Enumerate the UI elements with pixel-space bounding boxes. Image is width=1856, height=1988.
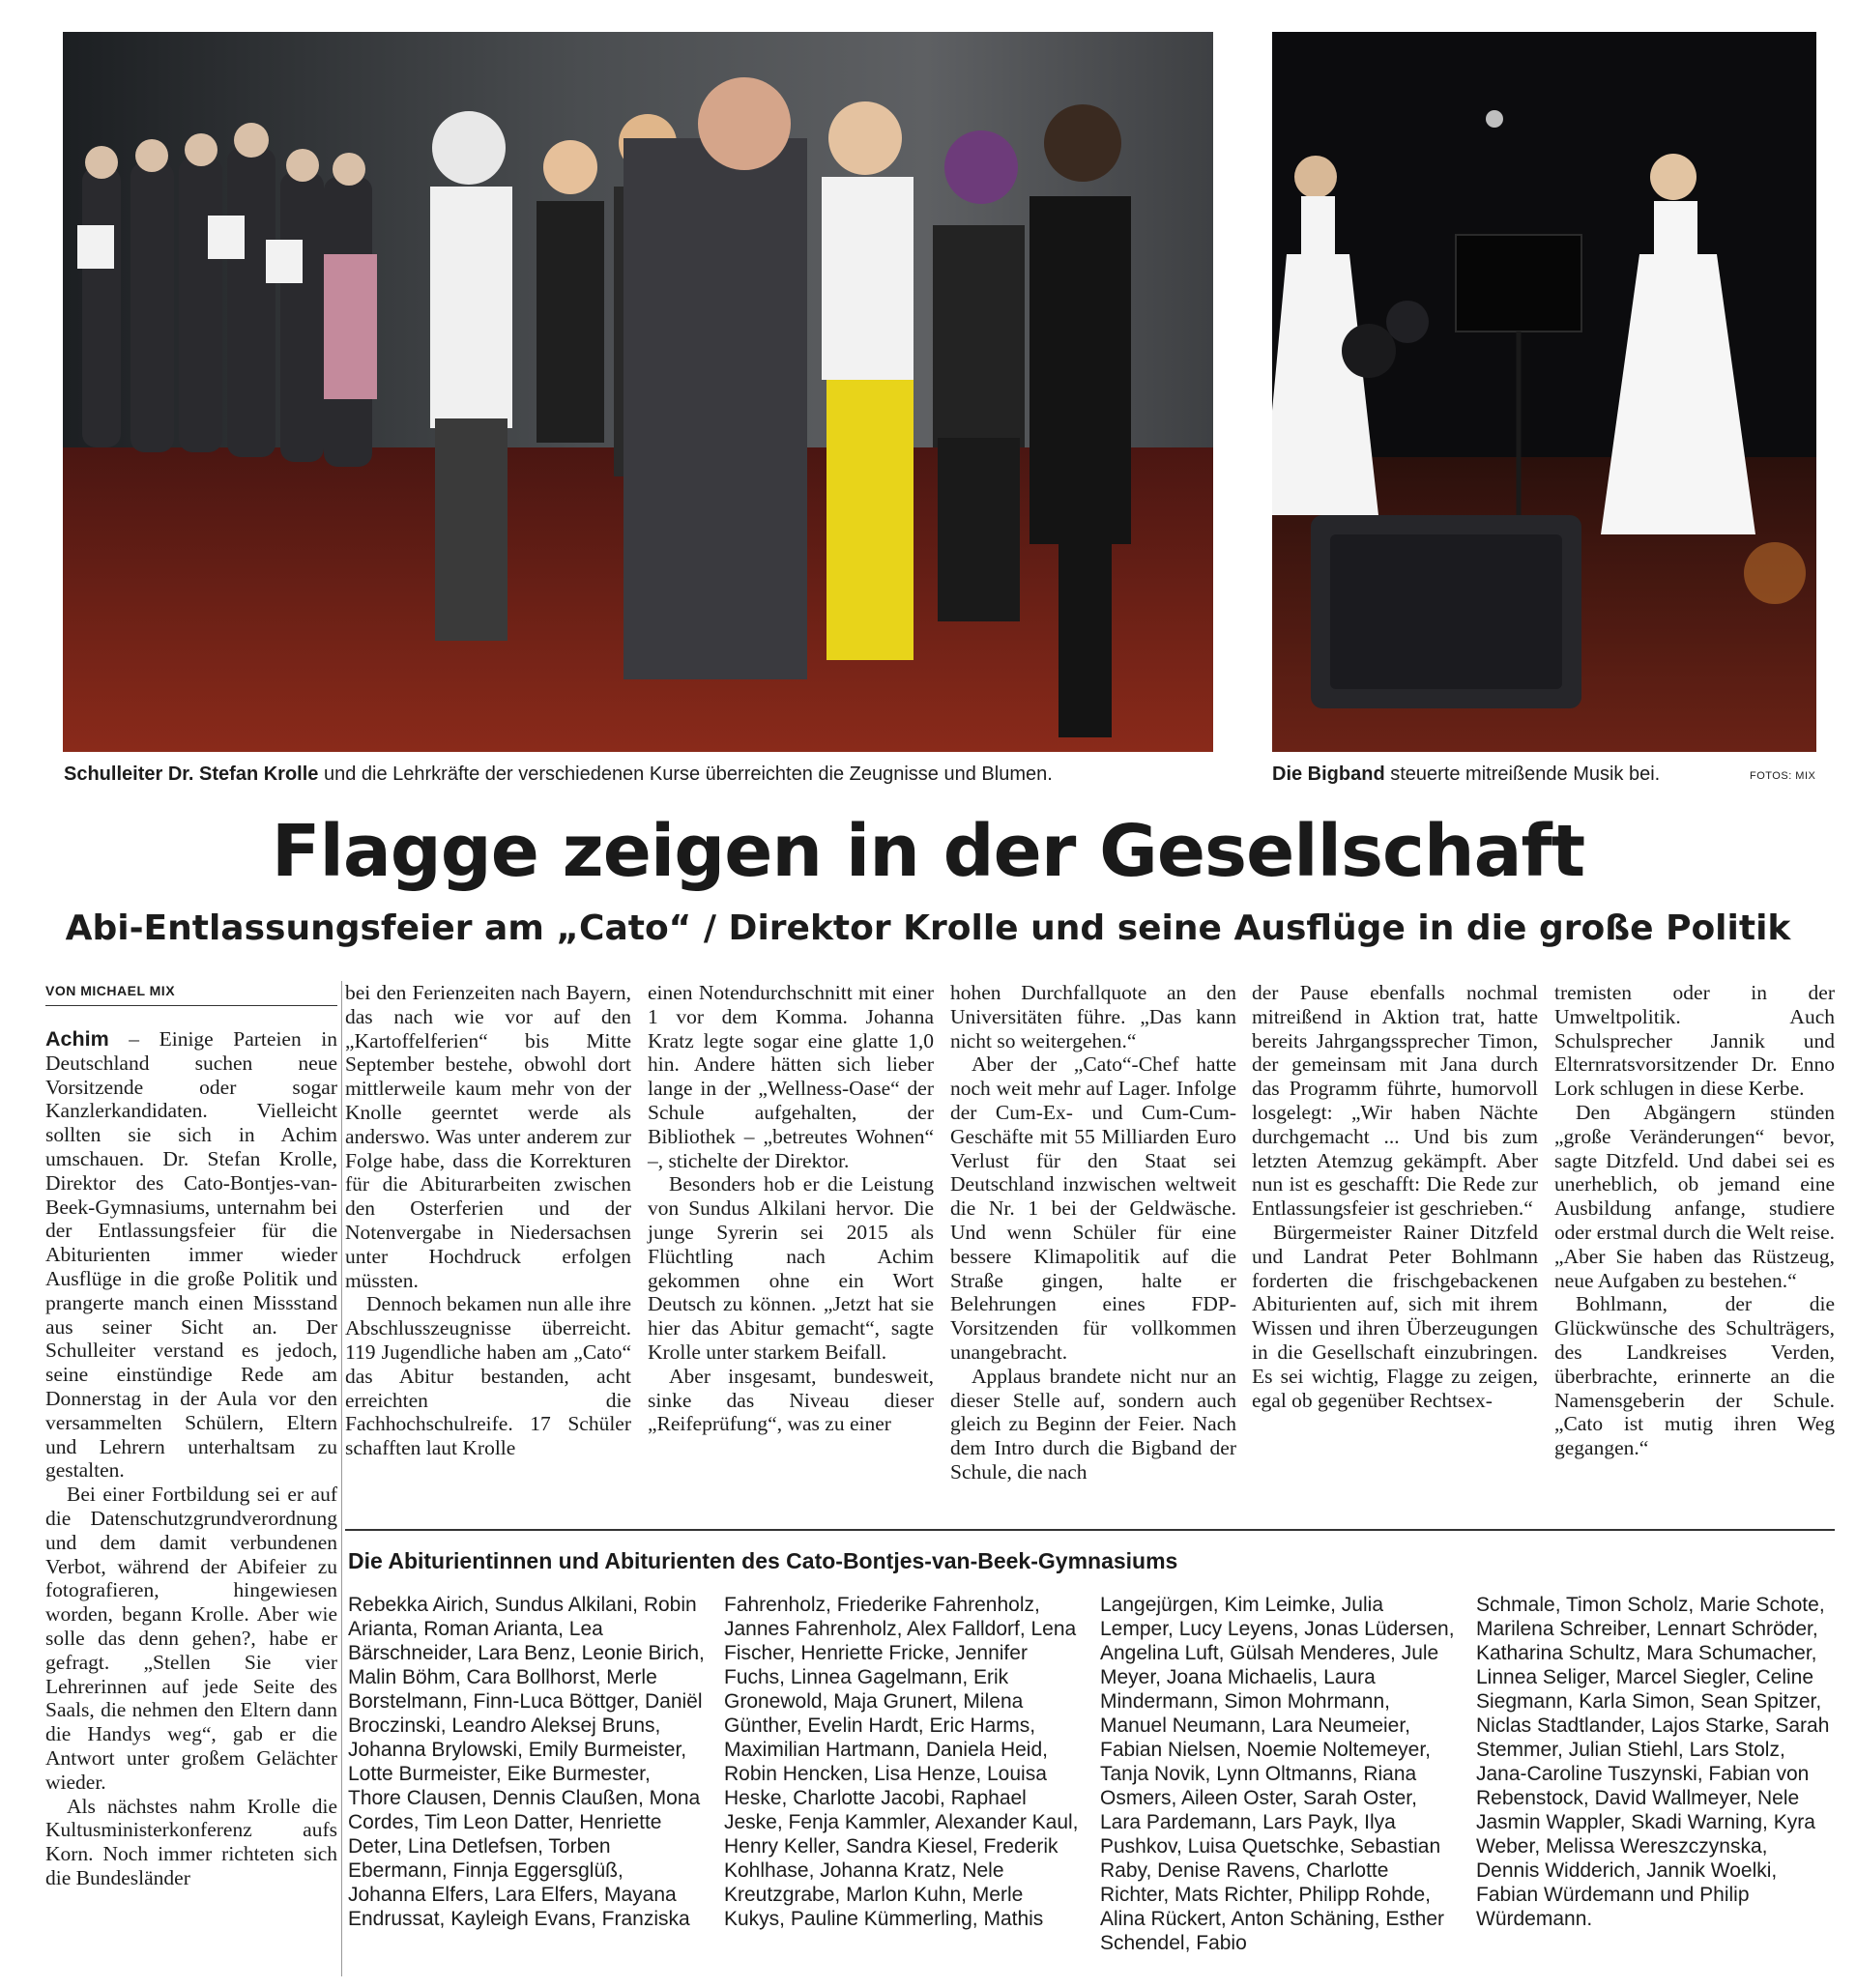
graduates-box-divider (345, 1529, 1835, 1531)
bigband-photo (1272, 32, 1816, 752)
caption-left-bold: Schulleiter Dr. Stefan Krolle (64, 764, 319, 785)
article-paragraph: bei den Ferienzeiten nach Bayern, das nach wie vor auf den „Kartoffelferien“ bis Mitte September bestehe, obwohl dort mittlerweile kaum mehr von der Knolle geerntet werde als anderswo. Was unter anderem zur Folge habe, dass die Korrekturen für die Abiturarbeiten zwischen den Osterferien und der Notenvergabe in Niedersachsen unter Hochdruck erfolgen müssten. (345, 981, 631, 1292)
article-column-3 (648, 981, 934, 1522)
photo-credit: FOTOS: MIX (1750, 770, 1816, 782)
graduates-column-1: Rebekka Airich, Sundus Alkilani, Robin Arianta, Roman Arianta, Lea Bärschneider, Lara Benz, Leonie Birich, Malin Böhm, Cara Bollhorst, Merle Borstelmann, Finn-Luca Böttger, Daniël Broczinski, Leandro Aleksej Bruns, Johanna Brylowski, Emily Burmeister, Lotte Burmeister, Eike Burmester, Thore Clausen, Dennis Claußen, Mona Cordes, Tim Leon Datter, Henriette Deter, Lina Detlefsen, Torben Ebermann, Finnja Eggersglüß, Johanna Elfers, Lara Elfers, Mayana Endrussat, Kayleigh Evans, Franziska (348, 1594, 705, 1930)
graduates-column-2: Fahrenholz, Friederike Fahrenholz, Jannes Fahrenholz, Alex Falldorf, Lena Fischer, Henriette Fricke, Jennifer Fuchs, Linnea Gagelmann, Erik Gronewold, Maja Grunert, Milena Günther, Evelin Hardt, Eric Harms, Maximilian Hartmann, Daniela Heid, Robin Hencken, Lisa Henze, Louisa Heske, Charlotte Jacobi, Raphael Jeske, Fenja Kammler, Alexander Kaul, Henry Keller, Sandra Kiesel, Frederik Kohlhase, Johanna Kratz, Nele Kreutzgrabe, Marlon Kuhn, Merle Kukys, Pauline Kümmerling, Mathis (724, 1594, 1079, 1930)
article-paragraph: Applaus brandete nicht nur an dieser Stelle auf, sondern auch gleich zu Beginn der Feier. Nach dem Intro durch die Bigband der Schule, die nach (950, 1364, 1236, 1484)
article-paragraph: Den Abgängern stünden „große Veränderungen“ bevor, sagte Ditzfeld. Und dabei sei es unerheblich, ob jemand eine Ausbildung anfange, studiere oder erstmal durch die Welt reise. „Aber Sie haben das Rüstzeug, neue Aufgaben zu bestehen.“ (1554, 1100, 1835, 1292)
article-paragraph: Aber insgesamt, bundesweit, sinke das Niveau dieser „Reifeprüfung“, was zu einer (648, 1364, 934, 1436)
byline-divider (45, 1005, 337, 1006)
article-paragraph: Bei einer Fortbildung sei er auf die Datenschutzgrundverordnung und dem damit verbundenen Verbot, während der Abifeier zu fotografieren, hingewiesen worden, begann Krolle. Aber wie solle das denn gehen?, habe er gefragt. „Stellen Sie vier Lehrerinnen auf jede Seite des Saals, die nehmen den Eltern dann die Handys weg“, gab er die Antwort unter großem Gelächter wieder. (45, 1483, 337, 1794)
article-paragraph: einen Notendurchschnitt mit einer 1 vor dem Komma. Johanna Kratz legte sogar eine glatte 1,0 hin. Andere hätten sich lieber lange in der „Wellness-Oase“ der Schule aufgehalten, der Bibliothek – „betreutes Wohnen“ –, stichelte der Direktor. (648, 981, 934, 1172)
article-paragraph: der Pause ebenfalls nochmal mitreißend in Aktion trat, hatte bereits Jahrgangssprecher Timon, der gemeinsam mit Jana durch das Programm führte, humorvoll losgelegt: „Wir haben Nächte durchgemacht ... Und bis zum letzten Atemzug gekämpft. Aber nun ist es geschafft: Die Rede zur Entlassungsfeier ist geschrieben.“ (1252, 981, 1538, 1221)
graduates-column-3: Langejürgen, Kim Leimke, Julia Lemper, Lucy Leyens, Jonas Lüdersen, Angelina Luft, Gülsah Menderes, Jule Meyer, Joana Michaelis, Laura Mindermann, Simon Mohrmann, Manuel Neumann, Lara Neumeier, Fabian Nielsen, Noemie Noltemeyer, Tanja Novik, Lynn Oltmanns, Riana Osmers, Aileen Oster, Sarah Oster, Lara Pardemann, Lars Payk, Ilya Pushkov, Luisa Quetschke, Sebastian Raby, Denise Ravens, Charlotte Richter, Mats Richter, Philipp Rohde, Alina Rückert, Anton Schäning, Esther Schendel, Fabio (1100, 1594, 1455, 1954)
article-paragraph: Besonders hob er die Leistung von Sundus Alkilani hervor. Die junge Syrerin sei 2015 als Flüchtling nach Achim gekommen ohne ein Wort Deutsch zu können. „Jetzt hat sie hier das Abitur gemacht“, sagte Krolle unter starkem Beifall. (648, 1172, 934, 1364)
article-paragraph: Dennoch bekamen nun alle ihre Abschlusszeugnisse überreicht. 119 Jugendliche haben am „Cato“ das Abitur bestanden, acht erreichten die Fachhochschulreife. 17 Schüler schafften laut Krolle (345, 1292, 631, 1460)
article-paragraph (45, 1027, 337, 1483)
ceremony-photo-image (63, 32, 1213, 752)
column-divider (341, 981, 342, 1976)
author-byline: VON MICHAEL MIX (45, 983, 176, 998)
caption-right-text: steuerte mitreißende Musik bei. (1384, 764, 1661, 785)
bigband-photo-image (1272, 32, 1816, 752)
article-column-2 (345, 981, 631, 1522)
caption-right-bold: Die Bigband (1272, 764, 1385, 785)
article-column-1 (45, 1027, 337, 1974)
photo-caption-left (64, 764, 1053, 786)
article-paragraph: Aber der „Cato“-Chef hatte noch weit mehr auf Lager. Infolge der Cum-Ex- und Cum-Cum-Geschäfte mit 55 Milliarden Euro Verlust für den Staat sei Deutschland inzwischen weltweit die Nr. 1 bei der Geldwäsche. Und wenn Schüler für eine bessere Klimapolitik auf die Straße gingen, halte er Belehrungen eines FDP-Vorsitzenden für vollkommen unangebracht. (950, 1052, 1236, 1364)
article-column-5 (1252, 981, 1538, 1522)
ceremony-photo (63, 32, 1213, 752)
graduates-column-4: Schmale, Timon Scholz, Marie Schote, Marilena Schreiber, Lennart Schröder, Katharina Schultz, Mara Schumacher, Linnea Seliger, Marcel Siegler, Celine Siegmann, Karla Simon, Sean Spitzer, Niclas Stadtlander, Lajos Starke, Sarah Stemmer, Julian Stiehl, Lars Stolz, Jana-Caroline Tuszynski, Fabian von Rebenstock, David Wallmeyer, Nele Jasmin Wappler, Skadi Warning, Kyra Weber, Melissa Wereszczynska, Dennis Widderich, Jannik Woelki, Fabian Würdemann und Philip Würdemann. (1476, 1594, 1830, 1930)
article-subheadline: Abi-Entlassungsfeier am „Cato“ / Direktor Krolle und seine Ausflüge in die große Politik (65, 908, 1791, 948)
article-column-4 (950, 981, 1236, 1522)
article-paragraph: Bürgermeister Rainer Ditzfeld und Landrat Peter Bohlmann forderten die frischgebackenen Abiturienten auf, sich mit ihrem Wissen und ihren Überzeugungen in die Gesellschaft einzubringen. Es sei wichtig, Flagge zu zeigen, egal ob gegenüber Rechtsex- (1252, 1220, 1538, 1412)
photo-caption-right (1272, 764, 1660, 786)
article-paragraph: Als nächstes nahm Krolle die Kultusministerkonferenz aufs Korn. Noch immer richteten sich die Bundesländer (45, 1794, 337, 1889)
paragraph-text: – Einige Parteien in Deutschland suchen neue Vorsitzende oder sogar Kanzlerkandidaten. Vielleicht sollten sie sich in Achim umschauen. Dr. Stefan Krolle, Direktor des Cato-Bontjes-van-Beek-Gymnasiums, unternahm bei der Entlassungsfeier für die Abiturienten immer wieder Ausflüge in die große Politik und prangerte manch einen Missstand aus seiner Sicht an. Der Schulleiter verstand es jedoch, seine einstündige Rede am Donnerstag in der Aula vor den versammelten Schülern, Eltern und Lehrern unterhaltsam zu gestalten. (45, 1027, 337, 1483)
article-paragraph: tremisten oder in der Umweltpolitik. Auch Schulsprecher Jannik und Elternratsvorsitzender Dr. Enno Lork schlugen in diese Kerbe. (1554, 981, 1835, 1101)
article-paragraph: Bohlmann, der die Glückwünsche des Schulträgers, des Landkreises Verden, überbrachte, erinnerte an die Namensgeberin der Schule. „Cato ist mutig ihren Weg gegangen.“ (1554, 1292, 1835, 1460)
dateline: Achim (45, 1027, 109, 1051)
caption-left-text: und die Lehrkräfte der verschiedenen Kurse überreichten die Zeugnisse und Blumen. (318, 764, 1053, 785)
article-column-6 (1554, 981, 1835, 1522)
article-paragraph: hohen Durchfallquote an den Universitäten führe. „Das kann nicht so weitergehen.“ (950, 981, 1236, 1052)
graduates-title: Die Abiturientinnen und Abiturienten des Cato-Bontjes-van-Beek-Gymnasiums (348, 1548, 1178, 1573)
article-headline: Flagge zeigen in der Gesellschaft (271, 810, 1585, 893)
